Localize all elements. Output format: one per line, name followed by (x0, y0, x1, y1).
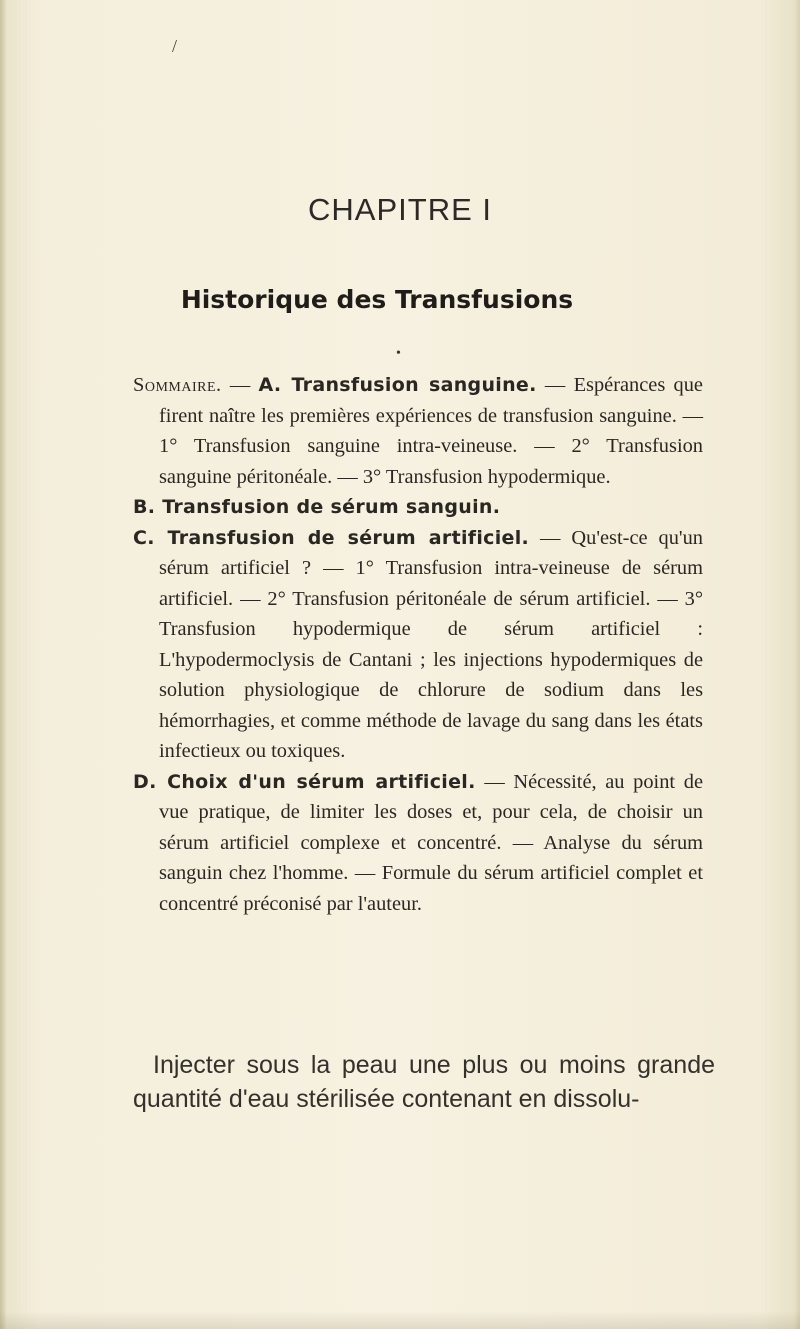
corner-mark: / (172, 36, 178, 56)
ornament-dot: • (396, 346, 401, 361)
summary-entry-c (133, 523, 703, 767)
summary-entry-lead: D. Choix d'un sérum artificiel. (133, 770, 476, 793)
page-bottom-shadow (0, 1311, 800, 1329)
summary-section (133, 370, 703, 919)
body-paragraph: Injecter sous la peau une plus ou moins grande quantité d'eau stérilisée contenant en dissolu- (133, 1051, 715, 1113)
summary-entry-lead: C. Transfusion de sérum artificiel. (133, 526, 530, 549)
summary-entry-b (133, 492, 703, 523)
chapter-heading: Historique des Transfusions (180, 285, 574, 314)
summary-label: Sommaire. (133, 374, 222, 396)
summary-entry-d (133, 767, 703, 920)
summary-entry-lead: B. Transfusion de sérum sanguin. (133, 496, 501, 518)
summary-entry-a: Sommaire. — A. Transfusion sanguine. — Espérances que firent naître les premières expériences de transfusion sanguine. — 1° Transfusion sanguine intra-veineuse. — 2° Transfusion sanguine péritonéale. — 3° Transfusion hypodermique. (133, 374, 703, 488)
summary-entry-text: — Espérances que firent naître les premières expériences de transfusion sanguine. — 1° Transfusion sanguine intra-veineuse. — 2° Transfusion sanguine péritonéale. — 3° Transfusion hypodermique. (159, 374, 703, 488)
summary-entry-text: — Qu'est-ce qu'un sérum artificiel ? — 1° Transfusion intra-veineuse de sérum artificiel. — 2° Transfusion péritonéale de sérum artificiel. — 3° Transfusion hypodermique de sérum artificiel : L'hypodermoclysis de Cantani ; les injections hypodermiques de solution physiologique de chlorure de sodium dans les hémorrhagies, et comme méthode de lavage du sang dans les états infectieux ou toxiques. (159, 526, 703, 762)
body-text (133, 1048, 715, 1116)
summary-entry-text: — Nécessité, au point de vue pratique, de limiter les doses et, pour cela, de choisir un sérum artificiel complexe et concentré. — Analyse du sérum sanguin chez l'homme. — Formule du sérum artificiel complet et concentré préconisé par l'auteur. (159, 770, 703, 915)
summary-entry-lead: A. Transfusion sanguine. (258, 374, 537, 396)
chapter-title: CHAPITRE I (308, 192, 492, 227)
